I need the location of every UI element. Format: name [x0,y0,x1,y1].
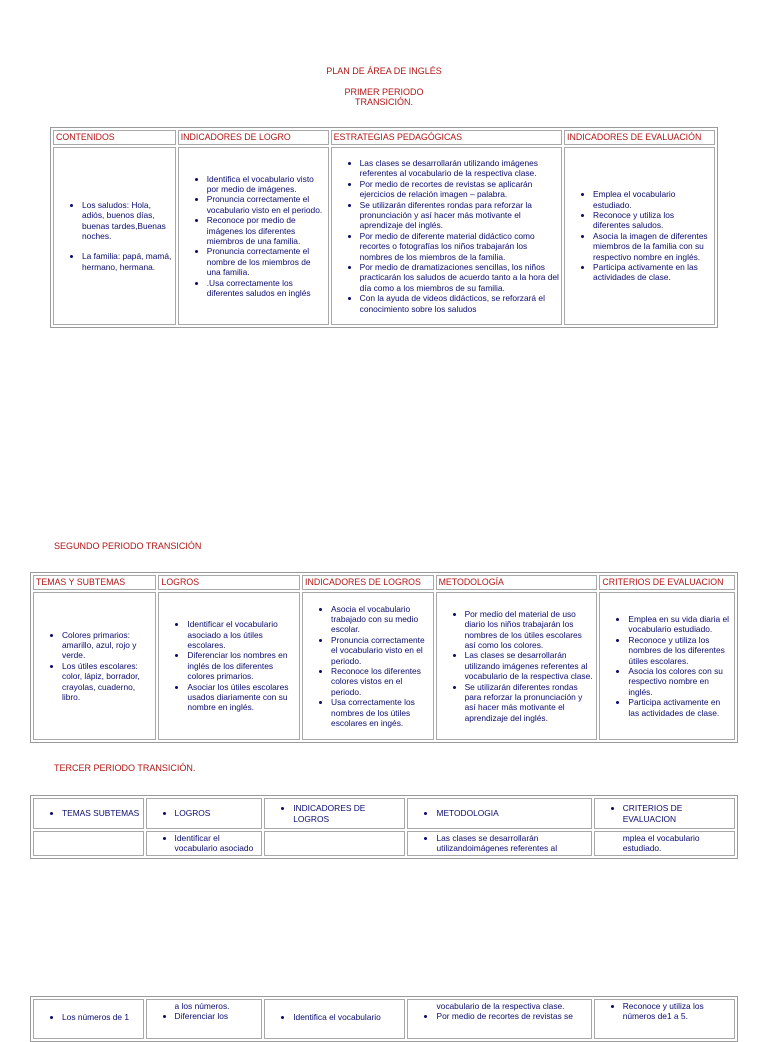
cell-metodologia: • Las clases se desarrollarán utilizandoimágenes referentes al [407,831,591,856]
list-item: • Asociar los útiles escolares usados diariamente con su nombre en inglés. [187,682,297,713]
header-indicadores-logro: INDICADORES DE LOGRO [178,130,329,145]
grade-title: TRANSICIÓN. [354,97,413,107]
list-item: • Se utilizarán diferentes rondas para reforzar la pronunciación y así hacer más motivante el aprendizaje del inglés. [360,200,559,231]
table-row [53,147,715,325]
cell-logros: a los números. • Diferenciar los [146,999,263,1039]
list-item: • Por medio de diferente material didáctico como recortes o fotografías los niños trabajarán los nombres de los miembros de la familia. [360,231,559,262]
cell-temas [33,831,144,856]
list-item: • Reconoce y utiliza los nombres de los diferentes útiles escolares. [628,635,732,666]
list-item: • Por medio del material de uso diario los niños trabajarán los nombres de los útiles escolares así como los colores. [465,609,595,651]
header-logros: LOGROS [158,575,300,590]
table-row [33,999,735,1039]
list-item: • Se utilizarán diferentes rondas para reforzar la pronunciación y así hacer más motivante el aprendizaje del inglés. [465,682,595,724]
list-item: • Reconoce por medio de imágenes los diferentes miembros de una familia. [207,215,326,246]
table-continuation [30,996,738,1042]
cell-contenidos [53,147,176,325]
header-metodologia: METODOLOGÍA [436,575,598,590]
list-item: • Reconoce y utiliza los diferentes saludos. [593,210,712,231]
header-indicadores: • INDICADORES DE LOGROS [264,798,405,829]
list-item: • Diferenciar los nombres en inglés de los diferentes colores primarios. [187,650,297,681]
period-title: PRIMER PERIODO [344,87,424,97]
header-indicadores-evaluacion: INDICADORES DE EVALUACIÓN [564,130,715,145]
header-temas: • TEMAS SUBTEMAS [33,798,144,829]
list-item: • Por medio de dramatizaciones sencillas, los niños practicarán los saludos de acuerdo tanto a la hora del día como a los miembros de su familia. [360,262,559,293]
header-contenidos: CONTENIDOS [53,130,176,145]
cell-temas [33,592,156,740]
header-estrategias: ESTRATEGIAS PEDAGÓGICAS [331,130,562,145]
list-item: • La familia: papá, mamá, hermano, hermana. [82,251,173,272]
section-title-segundo: SEGUNDO PERIODO TRANSICIÓN [54,541,202,551]
header-criterios: CRITERIOS DE EVALUACION [599,575,735,590]
list-item: • Asocia los colores con su respectivo nombre en inglés. [628,666,732,697]
cell-logros [158,592,300,740]
cell-logros: • Identificar el vocabulario asociado [146,831,263,856]
list-item: • Emplea el vocabulario estudiado. [593,189,712,210]
list-item: • Por medio de recortes de revistas se aplicarán ejercicios de relación imagen – palabra. [360,179,559,200]
list-item: • Asocia la imagen de diferentes miembros de la familia con su respectivo nombre en inglés. [593,231,712,262]
cell-indicadores [264,831,405,856]
header-temas: TEMAS Y SUBTEMAS [33,575,156,590]
list-item: • Colores primarios: amarillo, azul, rojo y verde. [62,630,153,661]
list-item: • .Usa correctamente los diferentes saludos en inglés [207,278,326,299]
list-item: • Participa activamente en las actividades de clase. [628,697,732,718]
cell-metodologia: vocabulario de la respectiva clase. • Por medio de recortes de revistas se [407,999,591,1039]
cell-indicadores-logro [178,147,329,325]
cell-indicadores [302,592,434,740]
cell-indicadores: • Identifica el vocabulario [264,999,405,1039]
list-item: • Las clases se desarrollarán utilizando imágenes referentes al vocabulario de la respectiva clase. [465,650,595,681]
cell-indicadores-evaluacion [564,147,715,325]
table-header-row [33,575,735,590]
list-item: • Usa correctamente los nombres de los útiles escolares en ingés. [331,697,431,728]
table-row [33,592,735,740]
list-item: • Pronuncia correctamente el vocabulario visto en el periodo. [207,194,326,215]
cell-criterios: mplea el vocabulario estudiado. [594,831,735,856]
table-header-row [53,130,715,145]
list-item: • Pronuncia correctamente el nombre de los miembros de una familia. [207,246,326,277]
cell-metodologia [436,592,598,740]
cell-estrategias [331,147,562,325]
list-item: • Los útiles escolares: color, lápiz, borrador, crayolas, cuaderno, libro. [62,661,153,703]
header-metodologia: • METODOLOGIA [407,798,591,829]
table-segundo-periodo [30,572,738,743]
cell-criterios: • Reconoce y utiliza los números de1 a 5. [594,999,735,1039]
table-header-row [33,798,735,829]
cell-criterios [599,592,735,740]
page-title: PLAN DE ÁREA DE INGLÉS [326,66,442,76]
list-item: • Emplea en su vida diaria el vocabulario estudiado. [628,614,732,635]
section-title-tercero: TERCER PERIODO TRANSICIÓN. [54,763,196,773]
list-item: • Participa activamente en las actividades de clase. [593,262,712,283]
list-item: • Las clases se desarrollarán utilizando imágenes referentes al vocabulario de la respectiva clase. [360,158,559,179]
list-item: • Identificar el vocabulario asociado a los útiles escolares. [187,619,297,650]
table-row [33,831,735,856]
list-item: • Asocia el vocabulario trabajado con su medio escolar. [331,604,431,635]
header-criterios: • CRITERIOS DE EVALUACION [594,798,735,829]
list-item: • Con la ayuda de videos didácticos, se reforzará el conocimiento sobre los saludos [360,293,559,314]
table-tercer-periodo [30,795,738,859]
table-primer-periodo [50,127,718,328]
header-logros: • LOGROS [146,798,263,829]
list-item: • Reconoce los diferentes colores vistos en el periodo. [331,666,431,697]
list-item: • Pronuncia correctamente el vocabulario visto en el periodo. [331,635,431,666]
list-item: • Los saludos: Hola, adiós, buenos días, buenas tardes,Buenas noches. [82,200,173,242]
cell-temas: • Los números de 1 [33,999,144,1039]
header-indicadores: INDICADORES DE LOGROS [302,575,434,590]
list-item: • Identifica el vocabulario visto por medio de imágenes. [207,174,326,195]
